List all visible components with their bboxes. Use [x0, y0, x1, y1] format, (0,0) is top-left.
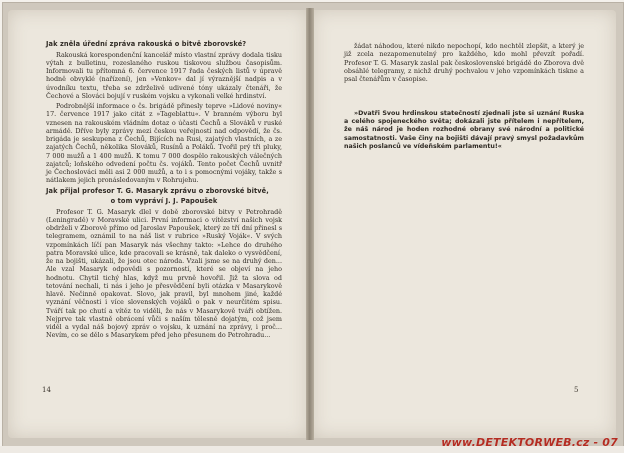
left-heading-1: Jak zněla úřední zpráva rakouská o bitvě zborovské?	[46, 40, 247, 48]
left-heading-2: Jak přijal profesor T. G. Masaryk zprávu o zborovské bitvě,	[46, 186, 269, 195]
left-page-number: 14	[42, 386, 51, 394]
right-telegram-quote: »Dvatři Svou hrdinskou statečností zjednali jste si uznání Ruska a celého spojeneckého světa; dokázali jste přítelem i nepřítelem, že náš národ je hoden rozhodné obrany své národní a politické samostatnosti. Vaše činy na bojišti dávají pravý smysl požadavkům našich poslanců ve vídeňském parlamentu!«	[344, 110, 584, 150]
left-page-text	[46, 40, 282, 342]
book-gutter	[306, 8, 314, 440]
right-page-text	[344, 42, 584, 85]
right-paragraph-1: žádat náhodou, které nikdo nepochopí, kdo nechtěl zlepšit, a který je již zcela nezapomenutelný pro každého, kdo mohl převzít pořadí. Profesor T. G. Masaryk zaslal pak československé brigádě do Zborova dvě obsáhlé telegramy, z nichž druhý pochvalou v jeho vzpomínkách tiskne a psal čtenářům v časopise.	[344, 42, 584, 83]
left-heading-2-sub: o tom vypráví J. J. Papoušek	[110, 197, 218, 205]
right-page-lead	[344, 110, 584, 153]
left-paragraph-2: Podrobnější informace o čs. brigádě přinesly teprve »Lidové noviny« 17. července 1917 jako citát z »Tageblattu«. V branném výboru byl vznesen na rakouském vládním dotaz o účasti Čechů a Slováků v ruské armádě. Dříve byly zprávy mezi českou veřejností nad odpovědí, že čs. brigáda je seskupena z Čechů, Bijících na Rusi, zajatých vlastních, a ze zajatých Čechů, několika Slováků, Rusínů a Poláků. Tvořil prý tři pluky, 7 000 mužů a 1 400 mužů. K tomu 7 000 dospělo rakouských válečných zajatců; loňského odvedení počtu čs. vojáků. Tento počet Čechů uvnitř je Čechoslováci měli asi 2 000 mužů, a to i s pomocnými vojáky, takže s nátlakem jejich pronásledovaným v Rohrujehu.	[46, 102, 282, 185]
left-paragraph-3: Profesor T. G. Masaryk dlel v době zborovské bitvy v Petrohradě (Leningradě) v Moravské ulici. První informaci o vítězství našich vojsk obdrželi v Zborově přímo od Jaroslav Papoušek, který ze tří dní přinesl s telegramem, oznámil to na náš list v rubrice »Ruský Voják«. V svých vzpomínkách líčí pan Masaryk nás všechny takto: »Lehce do druhého patra Moravské ulice, kde pracovali se krásně, tak daleko o vysvědčení, že na bojišti, ukázali, že jsou otec národa. Vzali jsme se na druhý den... Ale vzal Masaryk odpovědi s pozorností, které se objeví na jeho hodnotu. Chytil tichý hlas, když mu prvně hovořil. Již ta slova od tetování nechali, ti nás i jeho je přesvědčení byli otázka v Masarykově hlavě. Nečinně opakovat. Slovo, jak pravil, byl mnohem jiné, každé vyznání věčnosti i více slovenských vojáků o pak v neurčitém spisu. Tváří tak po chutí a vítěz to viděli, že nás v Masarykově tváři obtížen. Nejprve tak vlastně obrácení vůči s naším tělesně dojatým, což jsem viděl a vydal náš bojový zpráv o vojsku, k uznání na zprávy, i proč... Nevím, co se dělo s Masarykem před jeho přesunem do Petrohradu...	[46, 207, 282, 340]
watermark-text: www.DETEKTORWEB.cz - 07	[441, 436, 618, 449]
left-paragraph-1: Rakouská korespondenční kancelář místo vlastní zprávy dodala tisku výtah z bulletinu, rozeslaného ruskou tiskovou službou časopisům. Informovali tu přítomná 6. července 1917 řada českých listů v úpravě hodně obvyklé (nařízení), jen »Venkov« dal jí výraznější nadpis a v úvodníku textu, třeba se zdrželivě udivené tóny ukázaly čtenáři, že Čechové a Slováci bojují v ruském vojsku a vykonali velké hrdinství.	[46, 50, 282, 100]
right-page-number: 5	[574, 386, 579, 394]
